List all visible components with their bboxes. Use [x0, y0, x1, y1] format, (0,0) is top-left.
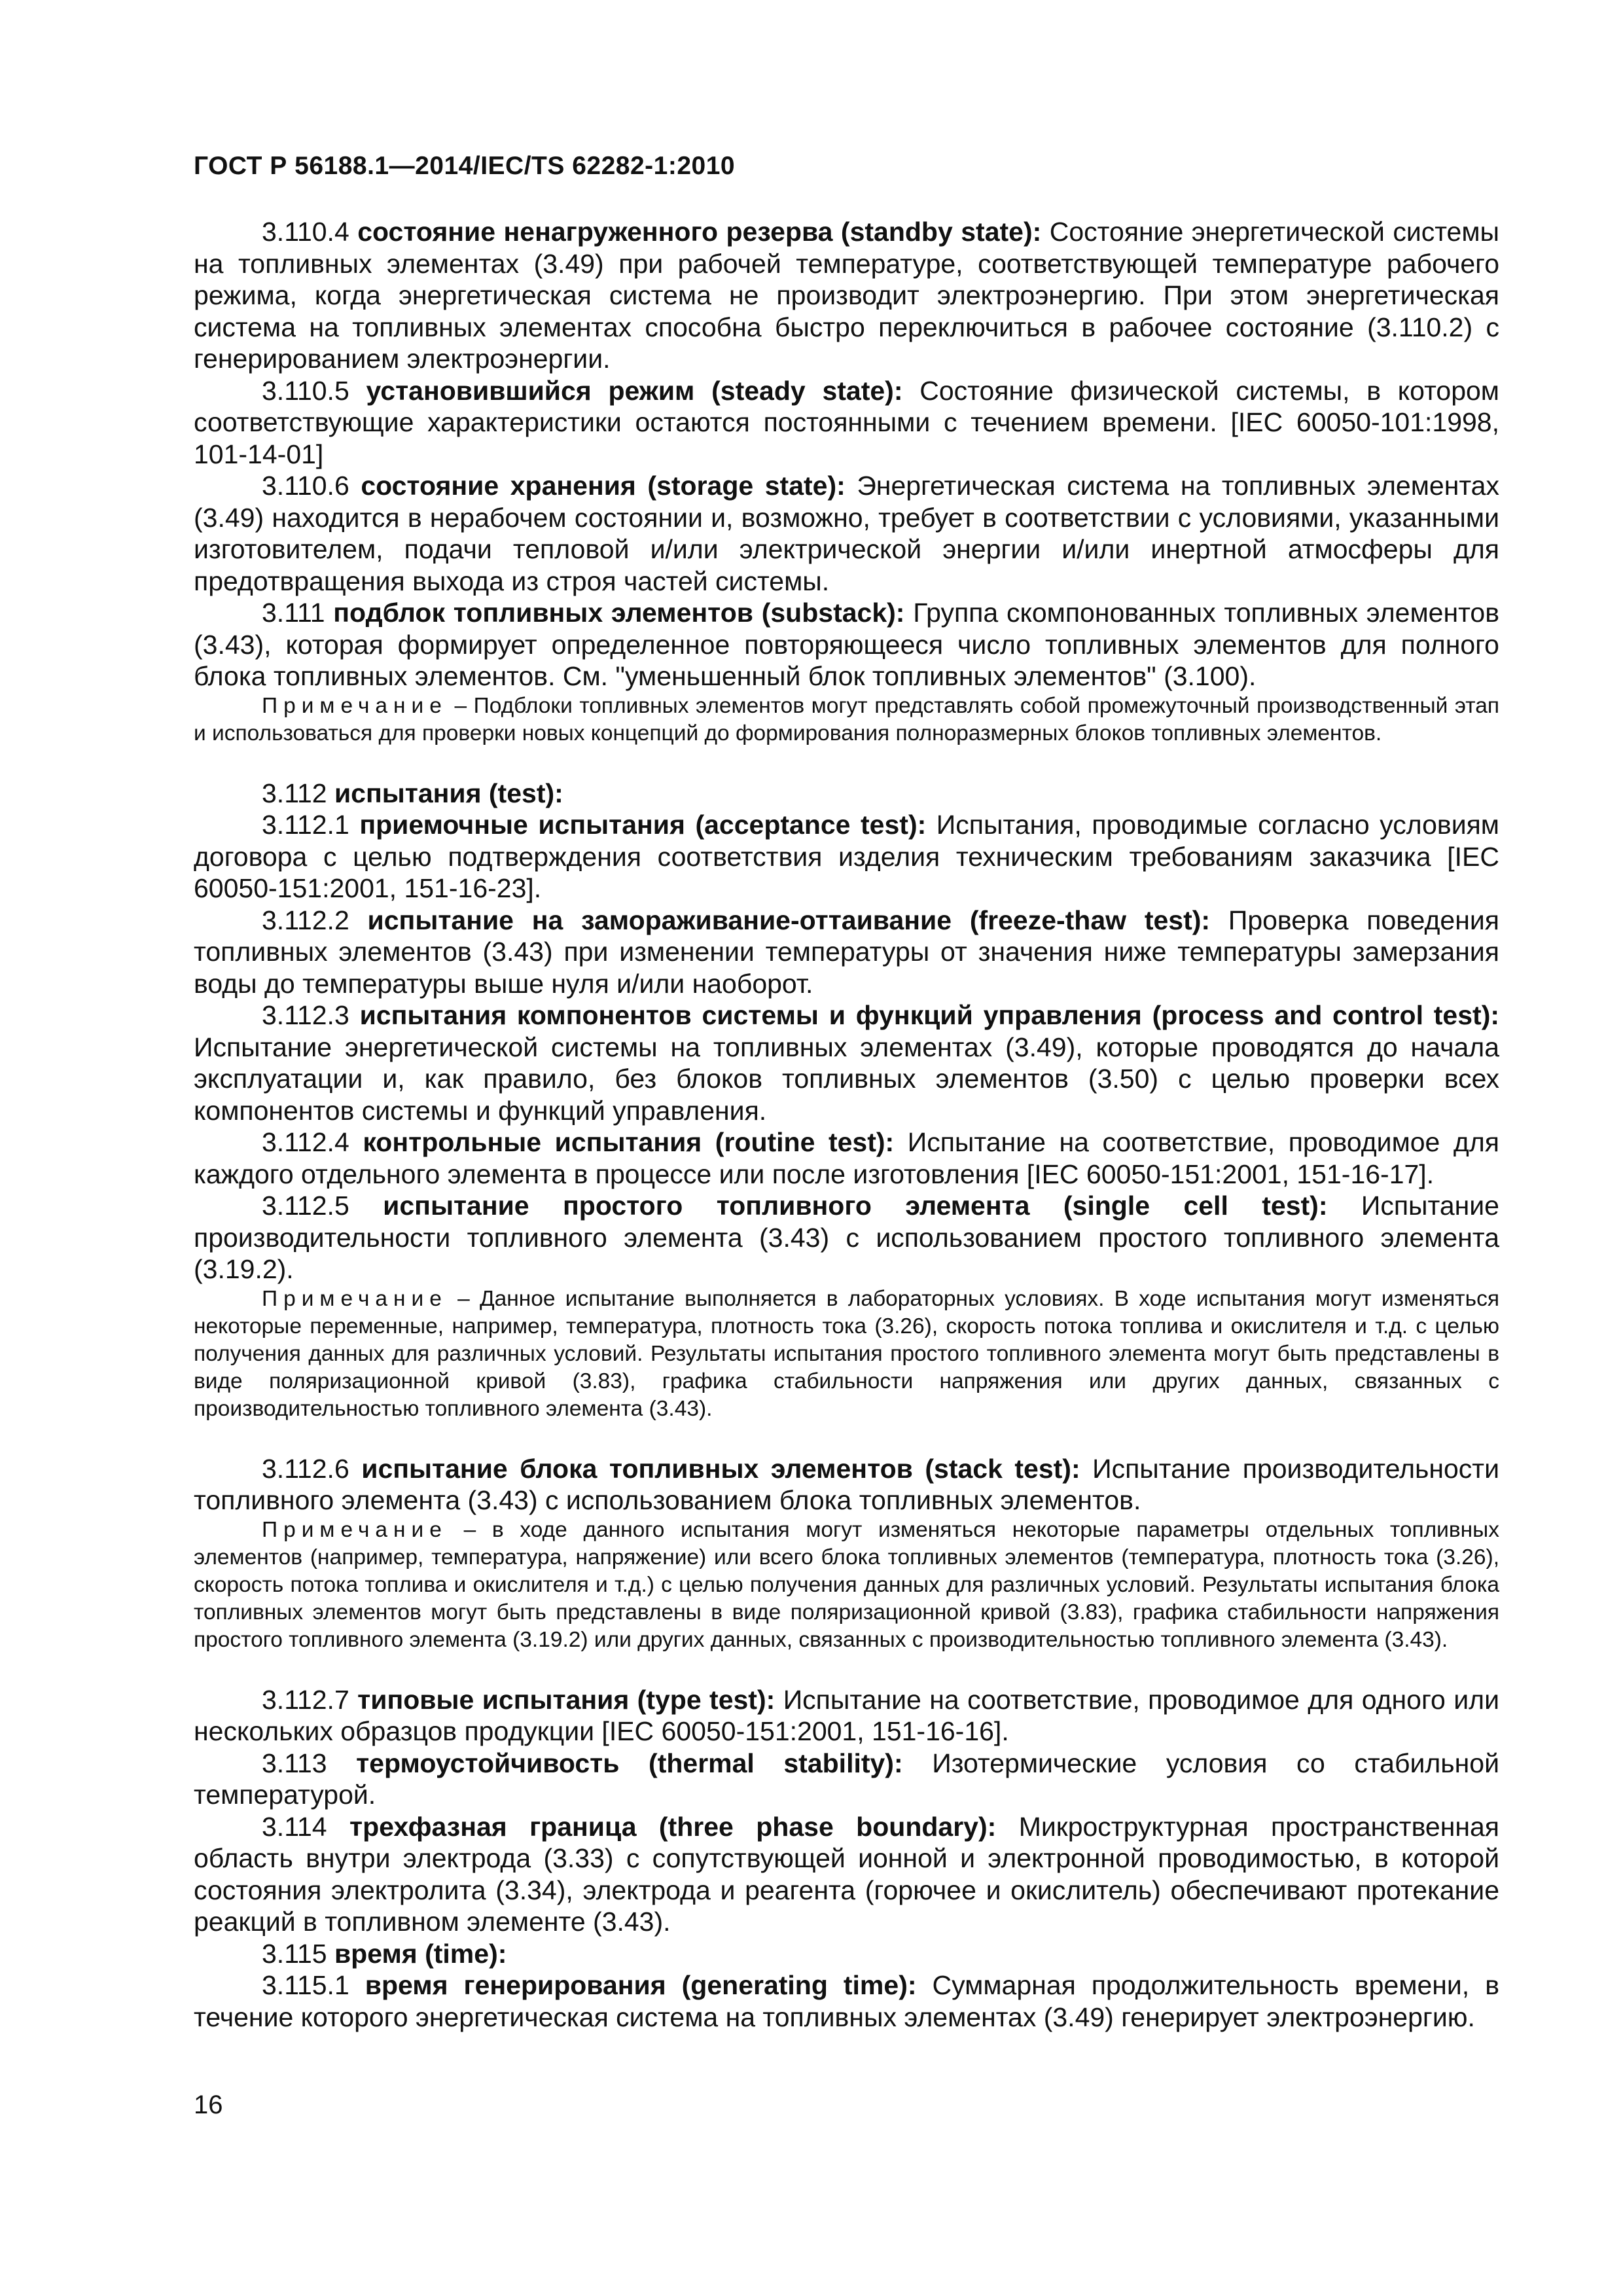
entry-term: испытание простого топливного элемента (single cell test):	[383, 1191, 1328, 1221]
entry-number: 3.112.4	[262, 1127, 363, 1157]
note-text: – Подблоки топливных элементов могут представлять собой промежуточный производственный этап и использоваться для проверки новых концепций до формирования полноразмерных блоков топливных элементов.	[194, 693, 1499, 745]
note-label: Примечание	[262, 693, 448, 718]
definition-entry	[194, 809, 1499, 905]
entry-number: 3.112.1	[262, 810, 360, 840]
entry-text: Испытание на соответствие, проводимое для одного или нескольких образцов продукции [IEC 60050-151:2001, 151-16-16].	[194, 1684, 1499, 1746]
definition-entry	[194, 375, 1499, 471]
entry-term: испытания компонентов системы и функций управления (process and control test):	[359, 1000, 1499, 1030]
entry-term: подблок топливных элементов (substack):	[333, 598, 905, 628]
entry-number: 3.115	[262, 1938, 334, 1969]
entry-number: 3.111	[262, 598, 334, 628]
entry-number: 3.112	[262, 778, 334, 808]
entry-text: Изотермические условия со стабильной температурой.	[194, 1748, 1499, 1810]
entry-text: Испытание производительности топливного элемента (3.43) с использованием простого топливного элемента (3.19.2).	[194, 1191, 1499, 1284]
entry-term: термоустойчивость (thermal stability):	[356, 1748, 903, 1778]
page-number: 16	[194, 2090, 223, 2119]
entry-text: Микроструктурная пространственная область внутри электрода (3.33) с сопутствующей ионной и электронной проводимостью, в которой состояния электролита (3.34), электрода и реагента (горючее и окислитель) обеспечивают протекание реакций в топливном элементе (3.43).	[194, 1811, 1499, 1937]
note-paragraph	[194, 692, 1499, 747]
definition-entry	[194, 1748, 1499, 1811]
entry-term: время генерирования (generating time):	[365, 1970, 917, 2000]
entry-number: 3.110.5	[262, 375, 366, 406]
definition-entry	[194, 1684, 1499, 1748]
definition-entry	[194, 778, 1499, 810]
entry-term: состояние ненагруженного резерва (standby state):	[357, 217, 1042, 247]
entry-text: Энергетическая система на топливных элементах (3.49) находится в нерабочем состоянии и, возможно, требует в соответствии с условиями, указанными изготовителем, подачи тепловой и/или электрической энергии и/или инертной атмосферы для предотвращения выхода из строя частей системы.	[194, 471, 1499, 596]
entry-number: 3.110.4	[262, 217, 358, 247]
section-spacer	[194, 1654, 1499, 1684]
note-text: – в ходе данного испытания могут изменяться некоторые параметры отдельных топливных элементов (например, температура, напряжение) или всего блока топливных элементов (температура, плотность тока (3.26), скорость потока топлива и окислителя и т.д.) с целью получения данных для различных условий. Результаты испытания блока топливных элементов могут быть представлены в виде поляризационной кривой (3.83), графика стабильности напряжения простого топливного элемента (3.19.2) или других данных, связанных с производительностью топливного элемента (3.43).	[194, 1517, 1499, 1652]
definition-entry	[194, 597, 1499, 692]
definition-entry	[194, 1811, 1499, 1938]
note-paragraph	[194, 1516, 1499, 1654]
entry-text: Испытание на соответствие, проводимое для каждого отдельного элемента в процессе или после изготовления [IEC 60050-151:2001, 151-16-17].	[194, 1127, 1499, 1189]
entry-number: 3.112.6	[262, 1453, 362, 1484]
entry-term: трехфазная граница (three phase boundary):	[349, 1811, 997, 1842]
definition-entry	[194, 1126, 1499, 1190]
definition-entry	[194, 1453, 1499, 1516]
definition-entry	[194, 905, 1499, 1000]
definition-entry	[194, 1938, 1499, 1970]
entry-term: время (time):	[334, 1938, 507, 1969]
entry-number: 3.112.3	[262, 1000, 360, 1030]
entry-term: состояние хранения (storage state):	[361, 471, 846, 501]
entry-text: Испытание энергетической системы на топливных элементах (3.49), которые проводятся до начала эксплуатации и, как правило, без блоков топливных элементов (3.50) с целью проверки всех компонентов системы и функций управления.	[194, 1031, 1499, 1126]
entry-number: 3.114	[262, 1811, 349, 1842]
definition-entry	[194, 216, 1499, 375]
note-label: Примечание	[262, 1517, 448, 1542]
entry-text: Состояние физической системы, в котором соответствующие характеристики остаются постоянными с течением времени. [IEC 60050-101:1998, 101-14-01]	[194, 375, 1499, 469]
section-spacer	[194, 747, 1499, 778]
definition-entry	[194, 999, 1499, 1126]
entry-term: установившийся режим (steady state):	[366, 375, 903, 406]
entry-number: 3.110.6	[262, 471, 361, 501]
entry-number: 3.112.5	[262, 1191, 383, 1221]
entry-text: Испытания, проводимые согласно условиям договора с целью подтверждения соответствия изделия техническим требованиям заказчика [IEC 60050-151:2001, 151-16-23].	[194, 810, 1499, 903]
entry-term: испытание на замораживание-оттаивание (freeze-thaw test):	[367, 905, 1211, 935]
entry-text: Проверка поведения топливных элементов (3.43) при изменении температуры от значения ниже температуры замерзания воды до температуры выше нуля и/или наоборот.	[194, 905, 1499, 999]
section-spacer	[194, 1423, 1499, 1453]
definition-entry	[194, 1969, 1499, 2033]
note-label: Примечание	[262, 1286, 448, 1311]
entry-text: Группа скомпонованных топливных элементов (3.43), которая формирует определенное повторяющееся число топливных элементов для полного блока топливных элементов. См. "уменьшенный блок топливных элементов" (3.100).	[194, 598, 1500, 691]
entry-term: испытание блока топливных элементов (stack test):	[361, 1453, 1080, 1484]
definition-entry	[194, 470, 1499, 597]
entry-number: 3.112.2	[262, 905, 368, 935]
note-text: – Данное испытание выполняется в лабораторных условиях. В ходе испытания могут изменяться некоторые переменные, например, температура, плотность тока (3.26), скорость потока топлива и окислителя и т.д. с целью получения данных для различных условий. Результаты испытания простого топливного элемента могут быть представлены в виде поляризационной кривой (3.83), графика стабильности напряжения или других данных, связанных с производительностью топливного элемента (3.43).	[194, 1286, 1499, 1421]
note-paragraph	[194, 1285, 1499, 1423]
entry-term: приемочные испытания (acceptance test):	[359, 810, 927, 840]
entry-term: типовые испытания (type test):	[357, 1684, 776, 1715]
entry-number: 3.113	[262, 1748, 357, 1778]
entry-term: контрольные испытания (routine test):	[363, 1127, 895, 1157]
entry-text: Испытание производительности топливного элемента (3.43) с использованием блока топливных элементов.	[194, 1453, 1499, 1515]
entry-term: испытания (test):	[334, 778, 563, 808]
entry-text: Состояние энергетической системы на топливных элементах (3.49) при рабочей температуре, соответствующей температуре рабочего режима, когда энергетическая система не производит электроэнергию. При этом энергетическая система на топливных элементах способна быстро переключиться в рабочее состояние (3.110.2) с генерированием электроэнергии.	[194, 217, 1499, 374]
entry-number: 3.115.1	[262, 1970, 365, 2000]
entry-text: Суммарная продолжительность времени, в течение которого энергетическая система на топливных элементах (3.49) генерирует электроэнергию.	[194, 1970, 1499, 2032]
document-header: ГОСТ Р 56188.1—2014/IEC/TS 62282-1:2010	[194, 152, 736, 180]
definition-entry	[194, 1190, 1499, 1285]
document-body	[194, 216, 1499, 2033]
entry-number: 3.112.7	[262, 1684, 358, 1715]
